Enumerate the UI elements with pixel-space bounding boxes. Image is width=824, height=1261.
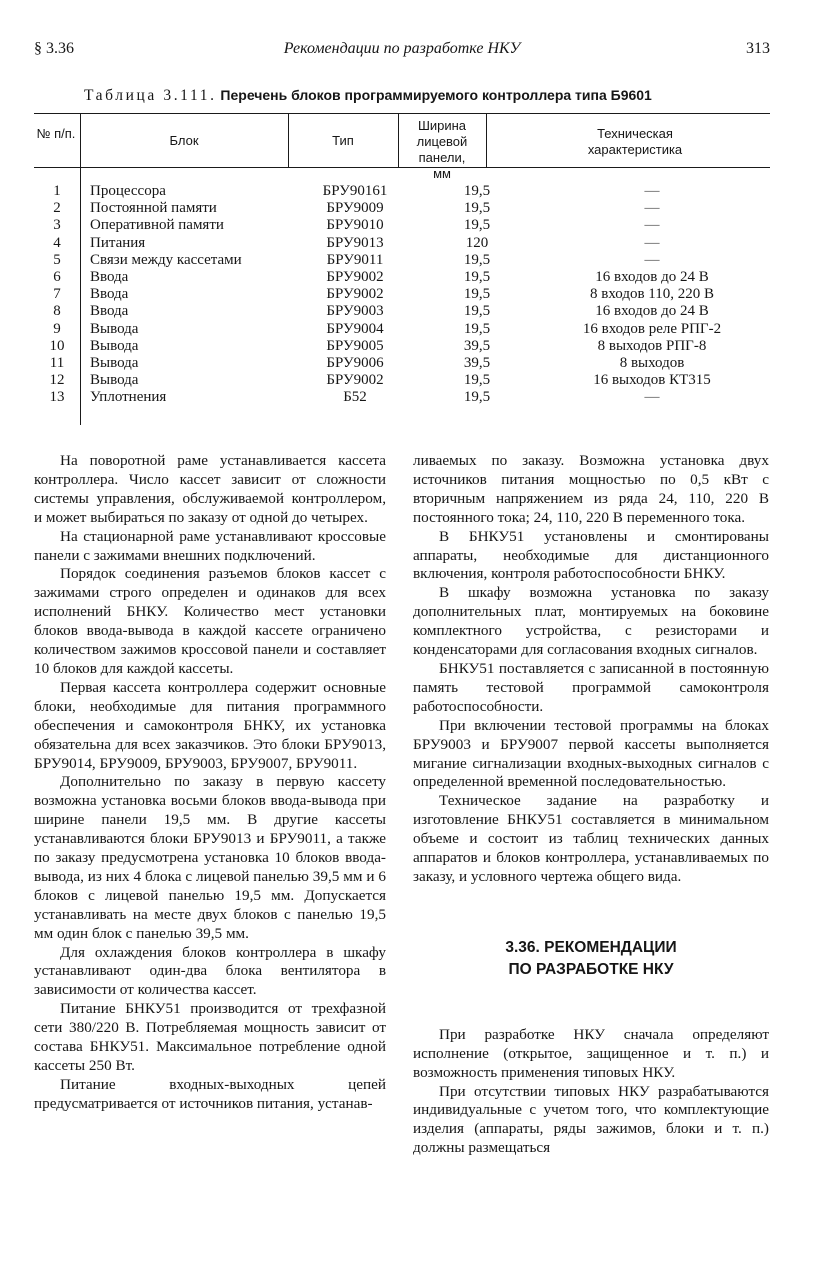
tech-spec-dash: — xyxy=(644,217,660,234)
row-number: 12 xyxy=(49,372,65,389)
page-number: 313 xyxy=(746,40,770,57)
tech-spec: 16 входов до 24 В xyxy=(595,303,709,320)
section-heading-line: ПО РАЗРАБОТКЕ НКУ xyxy=(508,960,674,978)
panel-width: 19,5 xyxy=(463,217,491,234)
panel-width: 19,5 xyxy=(463,183,491,199)
col-header-spec: Техническая характеристика xyxy=(587,126,683,157)
row-number: 3 xyxy=(53,217,61,234)
table-row xyxy=(34,217,770,234)
paragraph: Первая кассета контроллера содержит основные блоки, необходимые для питания программного обеспечения и самоконтроля БНКУ, их установка обязательна для всех заказчиков. Это блоки БРУ9013, БРУ9014, БРУ9009, БРУ9003, БРУ9007, БРУ9011. xyxy=(34,678,386,772)
block-type: БРУ9002 xyxy=(326,372,384,389)
panel-width: 120 xyxy=(465,234,489,251)
paragraph: На поворотной раме устанавливается кассета контроллера. Число кассет зависит от сложности системы управления, обслуживаемой контроллером, и может выбираться по заказу от одной до четырех. xyxy=(34,452,386,526)
block-name: Постоянной памяти xyxy=(90,200,217,217)
table-row xyxy=(34,269,770,286)
row-number: 8 xyxy=(53,303,61,320)
row-number: 7 xyxy=(53,286,61,303)
col-header-type: Тип xyxy=(332,133,354,148)
table-title: Перечень блоков программируемого контроллера типа Б9601 xyxy=(220,87,652,103)
table-row xyxy=(34,338,770,355)
paragraph: БНКУ51 поставляется с записанной в постоянную память тестовой программой самоконтроля работоспособности. xyxy=(413,659,769,715)
block-name: Вывода xyxy=(90,372,139,389)
paragraph: При отсутствии типовых НКУ разрабатываются индивидуальные с учетом того, что комплектующие изделия (аппараты, ряды зажимов, блоки и т. п.) должны размещаться xyxy=(413,1082,769,1157)
tech-spec: 8 выходов xyxy=(619,355,685,371)
panel-width: 19,5 xyxy=(463,303,491,320)
panel-width: 39,5 xyxy=(463,355,491,371)
table-row xyxy=(34,389,770,406)
table-label: Таблица 3.111. xyxy=(84,87,217,104)
row-number: 9 xyxy=(53,320,61,337)
block-type: БРУ9011 xyxy=(326,251,384,268)
row-number: 1 xyxy=(53,183,61,199)
table-col-rule xyxy=(398,113,399,168)
tech-spec-dash: — xyxy=(644,389,660,406)
table-top-rule xyxy=(34,113,770,114)
block-name: Вывода xyxy=(90,355,139,371)
row-number: 2 xyxy=(53,200,61,217)
paragraph: В шкафу возможна установка по заказу дополнительных плат, монтируемых на боковине комплектного устройства, с резисторами и конденсаторами для согласования входных сигналов. xyxy=(413,584,769,659)
block-type: Б52 xyxy=(343,389,367,406)
tech-spec: 16 выходов КТ315 xyxy=(593,372,711,389)
table-row xyxy=(34,321,770,338)
panel-width: 39,5 xyxy=(463,337,491,354)
row-number: 13 xyxy=(49,389,65,406)
block-name: Ввода xyxy=(90,286,129,303)
table-row xyxy=(34,286,770,303)
table-row xyxy=(34,183,770,200)
text-column-right xyxy=(413,452,769,1158)
col-header-block: Блок xyxy=(169,133,199,148)
table-header-rule xyxy=(34,167,770,168)
paragraph: Питание БНКУ51 производится от трехфазной сети 380/220 В. Потребляемая мощность зависит от состава БНКУ51. Максимальное потребление одной кассеты 250 Вт. xyxy=(34,1000,386,1074)
paragraph: При разработке НКУ сначала определяют исполнение (открытое, защищенное и т. п.) и возможность применения типовых НКУ. xyxy=(413,1025,769,1081)
tech-spec-dash: — xyxy=(644,200,660,217)
table-row xyxy=(34,303,770,320)
block-name: Процессора xyxy=(90,183,166,199)
paragraph: В БНКУ51 установлены и смонтированы аппараты, необходимые для дистанционного включения, контроля работоспособности БНКУ. xyxy=(413,527,769,583)
paragraph: Для охлаждения блоков контроллера в шкафу устанавливают один-два блока вентилятора в зависимости от количества кассет. xyxy=(34,943,386,999)
block-type: БРУ9010 xyxy=(326,217,384,234)
table-caption xyxy=(84,87,652,105)
section-heading xyxy=(413,937,769,981)
row-number: 10 xyxy=(49,337,65,354)
table-row xyxy=(34,252,770,269)
block-name: Уплотнения xyxy=(90,389,167,406)
table-row xyxy=(34,355,770,372)
block-name: Связи между кассетами xyxy=(90,251,242,268)
paragraph: Дополнительно по заказу в первую кассету возможна установка восьми блоков ввода-вывода при ширине панели 19,5 мм. В другие кассеты устанавливаются блоки БРУ9013 и БРУ9011, а также по заказу предусмотрена установка 10 блоков ввода-вывода, из них 4 блока с лицевой панелью 39,5 мм и 6 блоков с лицевой панелью 19,5 мм. Допускается устанавливать на месте двух блоков с панелью 19,5 мм один блок с панелью 39,5 мм. xyxy=(34,773,386,942)
block-type: БРУ9002 xyxy=(326,286,384,303)
paragraph: При включении тестовой программы на блоках БРУ9003 и БРУ9007 первой кассеты выполняется мигание сигнализации входных-выходных сигналов с определенной временной последовательностью. xyxy=(413,716,769,791)
block-type: БРУ9002 xyxy=(326,269,384,285)
block-type: БРУ9006 xyxy=(326,355,384,371)
panel-width: 19,5 xyxy=(463,286,491,303)
block-type: БРУ9009 xyxy=(326,200,384,217)
paragraph: ливаемых по заказу. Возможна установка двух источников питания мощностью по 0,5 кВт с вторичным напряжением из ряда 24, 110, 220 В постоянного тока; 24, 110, 220 В переменного тока. xyxy=(413,452,769,526)
row-number: 4 xyxy=(53,234,61,251)
tech-spec: 16 входов реле РПГ-2 xyxy=(582,320,722,337)
block-type: БРУ9013 xyxy=(326,234,384,251)
running-title: Рекомендации по разработке НКУ xyxy=(283,40,521,57)
block-name: Ввода xyxy=(90,269,129,285)
block-type: БРУ9004 xyxy=(326,320,384,337)
panel-width: 19,5 xyxy=(463,320,491,337)
table-col-rule xyxy=(486,113,487,168)
running-header xyxy=(34,40,770,66)
row-number: 6 xyxy=(53,269,61,285)
block-name: Вывода xyxy=(90,337,139,354)
table-row xyxy=(34,235,770,252)
tech-spec: 8 выходов РПГ-8 xyxy=(597,337,707,354)
panel-width: 19,5 xyxy=(463,269,491,285)
tech-spec-dash: — xyxy=(644,234,660,251)
col-header-number: № п/п. xyxy=(36,126,76,141)
block-type: БРУ90161 xyxy=(322,183,388,199)
section-heading-line: 3.36. РЕКОМЕНДАЦИИ xyxy=(505,938,677,956)
paragraph: Питание входных-выходных цепей предусматривается от источников питания, устанав- xyxy=(34,1075,386,1112)
block-type: БРУ9003 xyxy=(326,303,384,320)
tech-spec: 8 входов 110, 220 В xyxy=(590,286,714,303)
section-number: § 3.36 xyxy=(34,40,74,57)
text-column-left xyxy=(34,452,386,1114)
table-row xyxy=(34,200,770,217)
panel-width: 19,5 xyxy=(463,389,491,406)
table-col-rule xyxy=(288,113,289,168)
panel-width: 19,5 xyxy=(463,372,491,389)
block-name: Ввода xyxy=(90,303,129,320)
row-number: 11 xyxy=(49,355,65,371)
col-header-width: Ширина лицевой панели, мм xyxy=(416,118,468,181)
block-type: БРУ9005 xyxy=(326,337,384,354)
paragraph: На стационарной раме устанавливают кроссовые панели с зажимами внешних подключений. xyxy=(34,527,386,564)
block-name: Вывода xyxy=(90,320,139,337)
row-number: 5 xyxy=(53,251,61,268)
tech-spec: 16 входов до 24 В xyxy=(595,269,709,285)
paragraph: Техническое задание на разработку и изготовление БНКУ51 составляется в минимальном объеме и состоит из таблиц технических данных аппаратов и блоков контроллера, устанавливаемых по заказу, и условного чертежа общего вида. xyxy=(413,792,769,885)
block-name: Оперативной памяти xyxy=(90,217,224,234)
table-row xyxy=(34,372,770,389)
tech-spec-dash: — xyxy=(644,183,660,199)
tech-spec-dash: — xyxy=(644,251,660,268)
panel-width: 19,5 xyxy=(463,200,491,217)
paragraph: Порядок соединения разъемов блоков кассет с зажимами строго определен и одинаков для всех исполнений БНКУ. Количество мест установки блоков ввода-вывода в каждой кассете ограничено количеством зажимов кроссовой панели и составляет 10 блоков для каждой кассеты. xyxy=(34,565,386,677)
block-name: Питания xyxy=(90,234,146,251)
panel-width: 19,5 xyxy=(463,251,491,268)
